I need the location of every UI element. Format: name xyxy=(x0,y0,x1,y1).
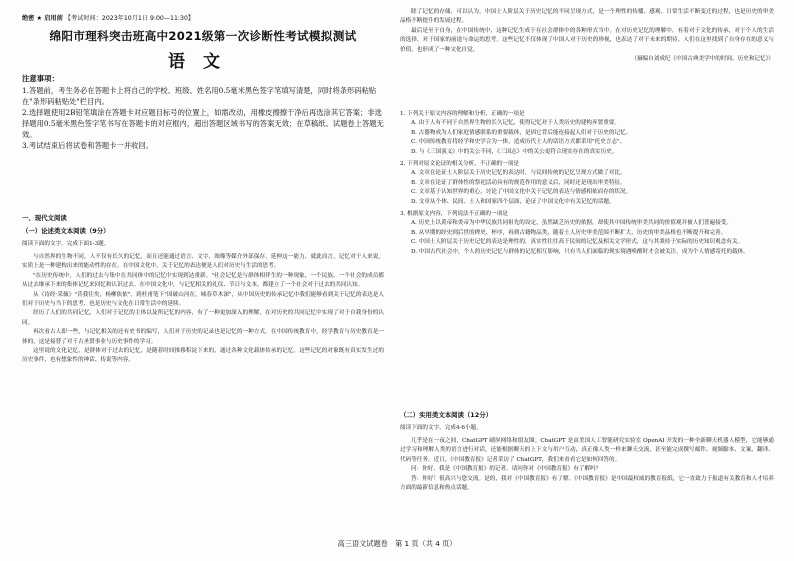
paragraph: "在历史传统中，人们的过去与集中在共同体中的记忆中实现到达重新。"社会记忆是与群体相伴生的一种现象，一个民族、一个社会的成员都从过去继承下来的集体记忆来回忆和认识过去。在中国文化中，与记忆相关的礼仪、节日与文本，都建立了一个社会对于过去的共同认知。 xyxy=(22,272,384,289)
option: B. 古器物成为人们家庭情感联系的重要载体，是因它背后能连接起人们对于历史的记忆。 xyxy=(411,129,632,136)
paragraph: 这里说的文化记忆，是群体对于过去的记忆，是随着时间推移积淀下来的，通过各种文化载体传承的记忆。这些记忆的对象既有真实发生过的历史事件，也有想象性的神话、传说等内容。 xyxy=(22,348,384,364)
paragraph: 几乎是在一夜之间，ChatGPT 刷屏网络和朋友圈。ChatGPT 是由美国人工智能研究实验室 OpenAI 开发的一种全新聊天机器人模型，它能够通过学习和理解人类的语言进行对话，还能根据聊天的上下文与用户互动，真正像人类一样来聊天交流，甚至能完成撰写邮件、视频脚本、文案、翻译、代码等任务。近日，《中国教育报》记者采访了 ChatGPT，我们来看看它是如何回答的。 xyxy=(400,438,774,463)
passage-cont xyxy=(400,8,774,64)
question-3 xyxy=(400,210,774,257)
option: B. 文章在论证了群体性的祭祀活动具有的规范作用的意义后，同时还是现出审美特征。 xyxy=(411,179,626,186)
paragraph: 除了记忆的存储，可以认为，中国士人阶层关于历史记忆的不同呈现方式，是一个理性的传播、感观、日常生活不断变迁的过程，也是历史的审美品格不断提升的发展过程。 xyxy=(400,9,774,25)
question-stem: 2. 下列对原文论证的相关分析，不正确的一项是 xyxy=(400,161,519,167)
paragraph: 最后是至于自身，在中国传统中，这种记忆生成于在社会群体中的各种形式当中。在对历史记忆的理解中，有着对于文化的传承，对于个人的生活的选择，对于国家的前途与命运的思考。这些记忆不仅体现了中国人对于历史的珍视，也表达了对于未来的期待。人们在这里找到了自身存在的意义与价值，也形成了一种文化自觉。 xyxy=(400,27,774,53)
option: A. 文章在论证士人阶层关于历史记忆的表达时，与民间传统的记忆呈现方式做了对比。 xyxy=(411,170,626,177)
subsection-heading: （二）实用类文本阅读（12分） xyxy=(400,411,492,419)
note-item: 3.考试结束后将试卷和答题卡一并收回。 xyxy=(22,141,154,150)
exam-time: 【考试时间：2023年10月1日 9:00—11:30】 xyxy=(64,15,195,22)
passage xyxy=(22,253,384,366)
option: B. 从早期的经史到后世的稗史、杯序，再到古籍物品类，随着士人历史审美范围不断扩大，历史的审美品格也不断提升和完善。 xyxy=(411,229,727,236)
note-item: 2.选择题使用2B铅笔填涂在答题卡对应题目标号的位置上，如需改动，用橡皮擦擦干净后再选涂其它答案；非选择题用0.5毫米黑色签字笔书写在答题卡的对应框内，超出答题区域书写的答案无效；在草稿纸、试题卷上答题无效。 xyxy=(22,108,384,139)
paragraph: 答：你好！很高兴与您交流。是的，我对《中国教育报》有了解。《中国教育报》是中国最权威的教育报纸，它一直致力于报道有关教育和人才培养方面的最新信息和热点话题。 xyxy=(400,475,774,492)
option: D. 中国古代社会中，个人的历史记忆与群体的记忆相互影响，只有当人们面临的现实境遇唤醒时才会被关注，成为个人情感寄托的载体。 xyxy=(411,248,749,255)
exam-meta xyxy=(22,13,194,22)
option: D. 文章从个体、民间、士人和国家四个层面，论证了中国文化中有关记忆的话题。 xyxy=(411,198,615,205)
option: D. 与《三国演义》中的关公不同，《三国志》中的关公更符合现实存在的真实历史。 xyxy=(411,148,618,155)
option: C. 文章基于认知世界的重心，讨论了中国文化中关于记忆的表达与情感相依而存的状况。 xyxy=(411,189,632,196)
paragraph: 再次看古人即一些，与记忆相关的还有史书的编写，人们对于历史的记录也是记忆的一种方式。在中国传统教育中，经学教育与历史教育是一体的，这是接替了对千古圣贤事业与历史事件的学习。 xyxy=(22,329,384,345)
option: A. 由于人有不同于自然界生物的长久记忆，使得记忆对于人类历史的建构弃置重要。 xyxy=(411,120,620,127)
confidential-label: 绝密 ★ 启用前 xyxy=(22,15,63,22)
instruction: 阅读下面的文字，完成下面1-3题。 xyxy=(22,241,110,247)
question-stem: 1. 下列关于原文内容的理解和分析，正确的一项是 xyxy=(400,111,525,117)
citation: （摘编自刘成纪《中国古典美学中的时间、历史和记忆》） xyxy=(631,56,774,63)
subsection-heading: （一）论述类文本阅读（9分） xyxy=(22,227,110,235)
notes-heading: 注意事项： xyxy=(22,74,59,83)
paragraph: 问：你好，我是《中国教育报》的记者，请问你对《中国教育报》有了解吗？ xyxy=(411,466,602,473)
section-heading: 一、现代文阅读 xyxy=(22,214,67,222)
question-1 xyxy=(400,110,774,157)
note-item: 1.答题前，考生务必在答题卡上将自己的学校、班级、姓名用0.5毫米黑色签字笔填写清楚，同时将条形码粘贴在"条形码粘贴处"栏目内。 xyxy=(22,86,377,106)
question-2 xyxy=(400,160,774,207)
exam-title: 绵阳市理科突击班高中2021级第一次诊断性考试模拟测试 xyxy=(49,29,357,43)
instruction: 阅读下面的文字，完成4-6小题。 xyxy=(400,425,482,431)
page-footer: 高三语文试题卷 第 1 页（共 4 页） xyxy=(337,539,457,548)
option: A. 历史上以黄帝和炎帝为中华民族共同祖先的设定，虽然缺乏历史的依据，却使其中国传统审美共同的价值观并被人们普遍接受。 xyxy=(411,220,732,227)
notes-list xyxy=(22,85,384,151)
option: C. 中国传统教育将经学和史学合为一体，造成历代士人的话语方式都采用"托史言志"。 xyxy=(411,139,626,146)
passage-2 xyxy=(400,437,774,493)
paragraph: 从《诗经·采薇》"昔我往矣，杨柳依依"，到杜甫笔下"国破山河在，城春草木深"，从中国历史的传承记忆中我们能够看到关于记忆的表达是人们对于历史与当下的思考，也是历史与文化在日常生活中的延续。 xyxy=(22,291,384,308)
question-stem: 3. 根据原文内容，下列说法不正确的一项是 xyxy=(400,211,508,217)
option: C. 中国士人阶层关于历史记忆的表达是理性的，真实性往往高于民间的记忆及相关文学形式，这与其秉持于实际的历史知识观念有关。 xyxy=(411,239,744,246)
paragraph: 与自然界的生物不同，人不仅有长久的记忆，而且还能通过语言、文字、图像等媒介外部保存、延伸这一能力。就此而言，记忆对于人来说，实质上是一种建构出来的能动性的存在。在中国文化中，关于记忆的表达便是人们对历史与生活的思考。 xyxy=(22,254,384,270)
subject-title: 语文 xyxy=(168,52,238,72)
paragraph: 经历了人们的共同记忆，人们对于记忆的主体以及所记忆的内容，有了一种更加深入的理解，在对历史的共同记忆中实现了对于自我身份的认同。 xyxy=(22,310,384,326)
